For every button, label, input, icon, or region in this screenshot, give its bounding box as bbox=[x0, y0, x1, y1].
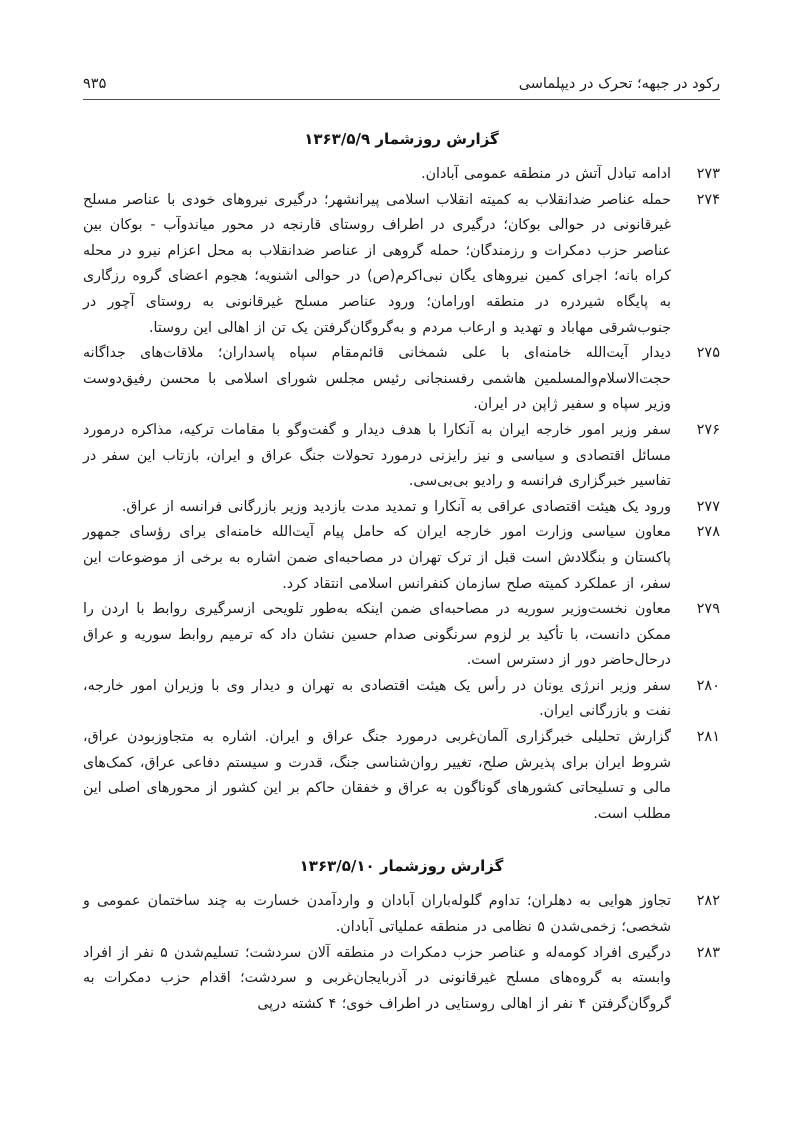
entry-text: حمله عناصر ضدانقلاب به کمیته انقلاب اسلامی پیرانشهر؛ درگیری نیروهای خودی با عناصر مسلح غیرقانونی در حوالی بوکان؛ درگیری در اطراف روستای قارنجه در محور میاندوآب - بوکان بین عناصر حزب دمکرات و رزمندگان؛ حمله گروهی از عناصر ضدانقلاب به محل اعزام نیرو در محله کراه بانه؛ اجرای کمین نیروهای یگان نبی‌اکرم(ص) در حوالی اشنویه؛ هجوم اعضای گروه رزگاری به پایگاه شیردره در منطقه اورامان؛ ورود عناصر مسلح غیرقانونی به روستای آچور در جنوب‌شرقی مهاباد و تهدید و ارعاب مردم و به‌گروگان‌گرفتن یک تن از اهالی این روستا. bbox=[83, 191, 671, 336]
header-divider bbox=[83, 99, 720, 100]
section-heading-2: گزارش روزشمار ۱۳۶۳/۵/۱۰ bbox=[299, 857, 504, 876]
entry-274 bbox=[83, 188, 720, 342]
entry-number: ۲۷۳ bbox=[696, 166, 720, 182]
entries-section-1 bbox=[83, 162, 720, 827]
entry-280 bbox=[83, 674, 720, 725]
entry-275 bbox=[83, 341, 720, 418]
entry-text: تجاوز هوایی به دهلران؛ تداوم گلوله‌باران آبادان و واردآمدن خسارت به چند ساختمان عمومی و شخصی؛ زخمی‌شدن ۵ نظامی در منطقه عملیاتی آبادان. bbox=[83, 893, 671, 936]
entry-number: ۲۷۹ bbox=[696, 601, 720, 618]
entry-number: ۲۷۴ bbox=[696, 191, 720, 208]
entry-text: درگیری افراد کومه‌له و عناصر حزب دمکرات در منطقه آلان سردشت؛ تسلیم‌شدن ۵ نفر از افراد وابسته به گروه‌های مسلح غیرقانونی در آذربایجان‌غربی و سردشت؛ اقدام حزب دمکرات به گروگان‌گرفتن ۴ نفر از اهالی روستایی در اطراف خوی؛ ۴ کشته درپی bbox=[83, 944, 671, 1012]
entry-text: دیدار آیت‌الله خامنه‌ای با علی شمخانی قائم‌مقام سپاه پاسداران؛ ملاقات‌های جداگانه حجت‌الاسلام‌والمسلمین هاشمی رفسنجانی رئیس مجلس شورای اسلامی با محسن رفیق‌دوست وزیر سپاه و سفیر ژاپن در ایران. bbox=[83, 345, 671, 413]
entry-text: ادامه تبادل آتش در منطقه عمومی آبادان. bbox=[421, 166, 671, 182]
entry-276 bbox=[83, 418, 720, 495]
entry-277 bbox=[83, 495, 720, 521]
entry-283 bbox=[83, 941, 720, 1018]
entry-number: ۲۸۲ bbox=[696, 893, 720, 910]
entry-text: ورود یک هیئت اقتصادی عراقی به آنکارا و تمدید مدت بازدید وزیر بازرگانی فرانسه از عراق. bbox=[121, 498, 671, 515]
entry-text: سفر وزیر انرژی یونان در رأس یک هیئت اقتصادی به تهران و دیدار وی با وزیران امور خارجه، نفت و بازرگانی ایران. bbox=[83, 677, 671, 720]
entry-273 bbox=[83, 162, 720, 188]
entry-number: ۲۷۶ bbox=[696, 421, 720, 438]
entry-text: معاون نخست‌وزیر سوریه در مصاحبه‌ای ضمن اینکه به‌طور تلویحی ازسرگیری روابط با اردن را ممکن دانست، با تأکید بر لزوم سرنگونی صدام حسین نشان داد که ترمیم روابط سوریه و عراق درحال‌حاضر دور از دسترس است. bbox=[83, 601, 671, 669]
entry-number: ۲۸۰ bbox=[696, 677, 720, 694]
entry-number: ۲۷۵ bbox=[696, 345, 720, 362]
section-heading-1: گزارش روزشمار ۱۳۶۳/۵/۹ bbox=[304, 130, 499, 148]
entry-278 bbox=[83, 520, 720, 597]
entry-281 bbox=[83, 725, 720, 827]
entry-number: ۲۸۱ bbox=[696, 729, 720, 746]
entry-number: ۲۸۳ bbox=[696, 944, 720, 961]
entry-text: سفر وزیر امور خارجه ایران به آنکارا با هدف دیدار و گفت‌وگو با مقامات ترکیه، مذاکره درمورد مسائل اقتصادی و سیاسی و نیز رایزنی درمورد تحولات جنگ عراق و ایران، بازتاب این سفر در تفاسیر خبرگزاری فرانسه و رادیو بی‌بی‌سی. bbox=[83, 421, 671, 490]
page-number: ۹۳۵ bbox=[83, 76, 107, 92]
entry-number: ۲۷۸ bbox=[696, 524, 720, 541]
entry-282 bbox=[83, 889, 720, 940]
running-header-title: رکود در جبهه؛ تحرک در دیپلماسی bbox=[518, 76, 720, 92]
entry-279 bbox=[83, 597, 720, 674]
entry-text: معاون سیاسی وزارت امور خارجه ایران که حامل پیام آیت‌الله خامنه‌ای برای رؤسای جمهور پاکستان و بنگلادش است قبل از ترک تهران در مصاحبه‌ای ضمن اشاره به برخی از موضوعات این سفر، از عملکرد کمیته صلح سازمان کنفرانس اسلامی انتقاد کرد. bbox=[83, 524, 671, 592]
running-header bbox=[83, 76, 720, 99]
entry-number: ۲۷۷ bbox=[696, 498, 720, 515]
entry-text: گزارش تحلیلی خبرگزاری آلمان‌غربی درمورد جنگ عراق و ایران. اشاره به متجاوزبودن عراق، شروط ایران برای پذیرش صلح، تغییر روان‌شناسی جنگ، قدرت و سیستم دفاعی عراق، کمک‌های مالی و تسلیحاتی کشورهای گوناگون به عراق و خفقان حاکم بر این کشور از محورهای اصلی این مطلب است. bbox=[83, 729, 671, 822]
entries-section-2 bbox=[83, 889, 720, 1017]
